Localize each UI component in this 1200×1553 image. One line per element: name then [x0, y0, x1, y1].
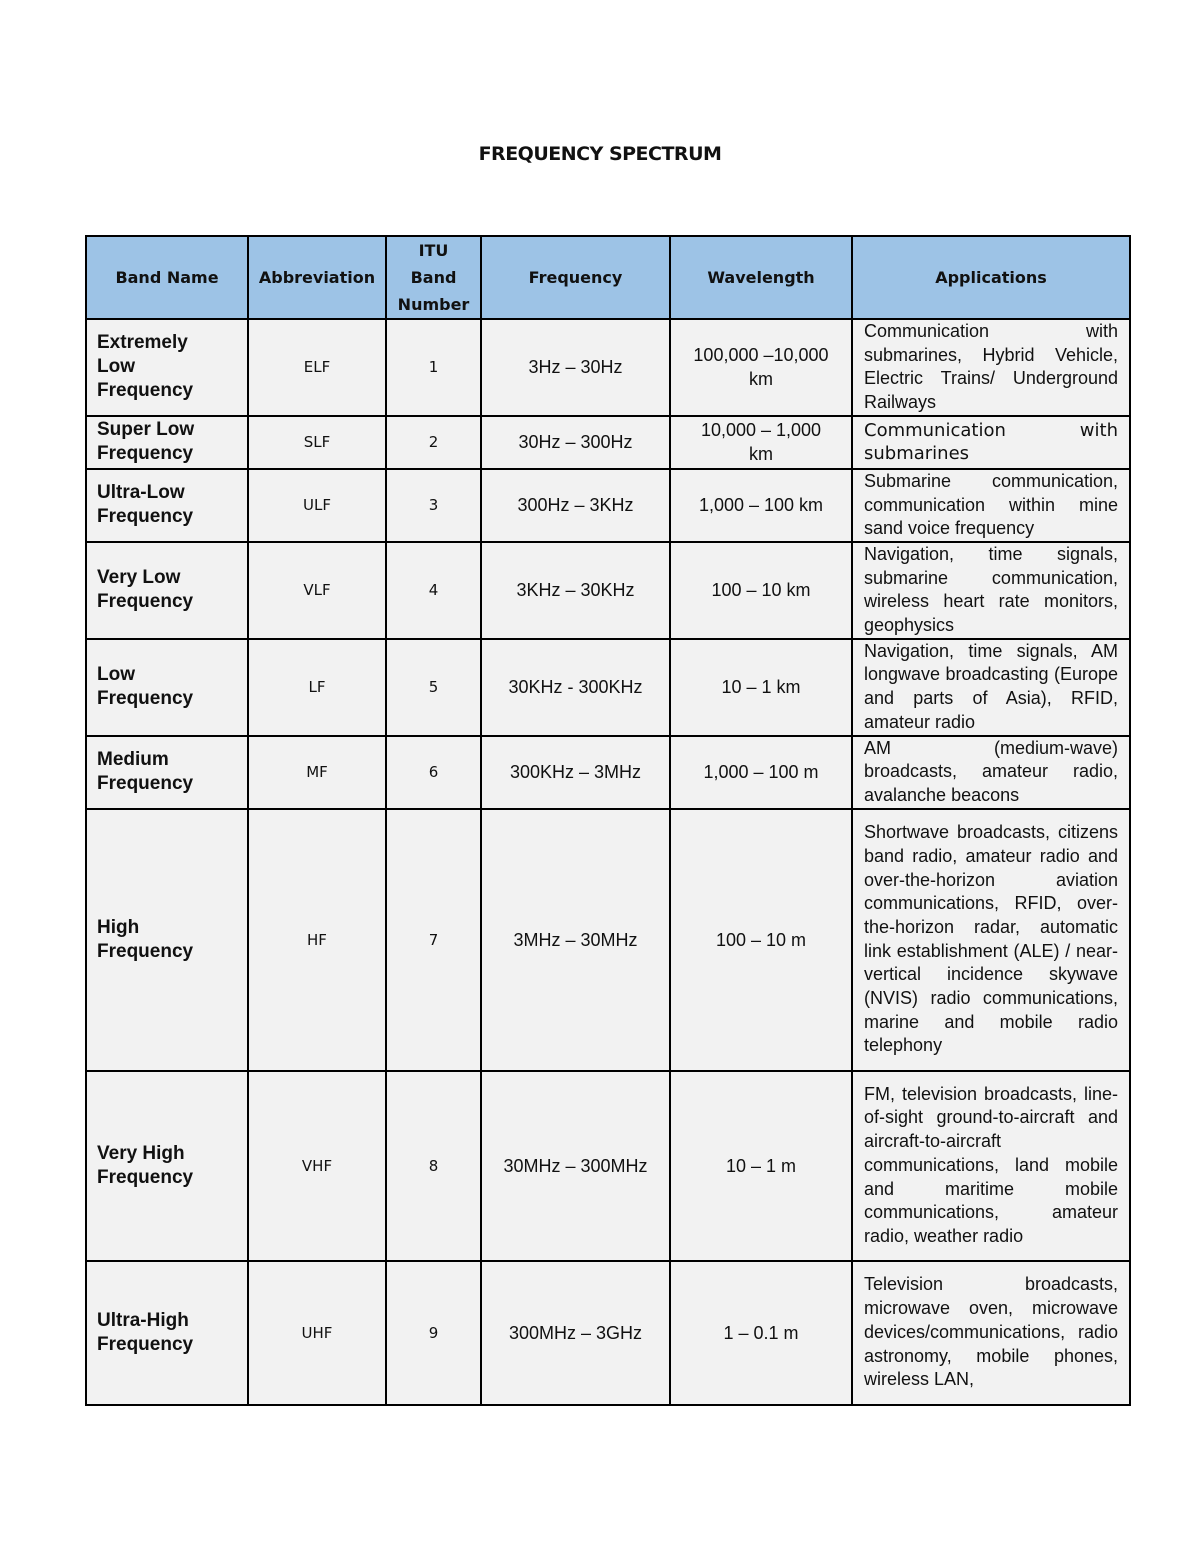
band-name-cell	[86, 469, 248, 542]
wavelength-line: 100 – 10 m	[715, 929, 807, 950]
applications-cell: Navigation, time signals, AM longwave broadcasting (Europe and parts of Asia), RFID, amateur radio	[852, 639, 1130, 736]
band-name-line: High	[97, 916, 140, 938]
itu-number-cell: 1	[386, 319, 481, 416]
itu-number-cell: 6	[386, 736, 481, 809]
band-name-line: Frequency	[97, 1333, 194, 1355]
wavelength-line: 1,000 – 100 m	[703, 762, 819, 783]
band-name-line: Frequency	[97, 773, 194, 795]
band-name-line: Frequency	[97, 443, 194, 465]
wavelength-cell	[670, 469, 852, 542]
applications-cell: Submarine communication, communication within mine sand voice frequency	[852, 469, 1130, 542]
header-itu-line: ITU	[418, 241, 449, 260]
table-row	[86, 416, 1130, 469]
band-name-line: Low	[97, 664, 135, 686]
wavelength-line: 10 – 1 km	[721, 677, 801, 698]
header-itu-band-number	[386, 236, 481, 319]
abbreviation-cell: HF	[248, 809, 386, 1071]
applications-cell: Communication with submarines	[852, 416, 1130, 469]
wavelength-cell	[670, 542, 852, 639]
frequency-cell: 30Hz – 300Hz	[481, 416, 670, 469]
wavelength-cell	[670, 1071, 852, 1261]
band-name-line: Super Low	[97, 419, 195, 441]
table-row	[86, 542, 1130, 639]
page-title: FREQUENCY SPECTRUM	[478, 143, 722, 165]
applications-cell: Navigation, time signals, submarine communication, wireless heart rate monitors, geophysics	[852, 542, 1130, 639]
band-name-cell	[86, 416, 248, 469]
band-name-cell	[86, 1071, 248, 1261]
table-row	[86, 809, 1130, 1071]
abbreviation-cell: UHF	[248, 1261, 386, 1405]
wavelength-line: 100 – 10 km	[711, 580, 811, 601]
table-row	[86, 1261, 1130, 1405]
wavelength-cell	[670, 319, 852, 416]
wavelength-cell	[670, 639, 852, 736]
band-name-line: Frequency	[97, 1166, 194, 1188]
band-name-cell	[86, 319, 248, 416]
wavelength-cell	[670, 736, 852, 809]
applications-cell: Communication with submarines, Hybrid Vehicle, Electric Trains/ Underground Railways	[852, 319, 1130, 416]
frequency-cell: 3MHz – 30MHz	[481, 809, 670, 1071]
header-itu-line: Number	[397, 295, 470, 314]
abbreviation-cell: ULF	[248, 469, 386, 542]
wavelength-line: km	[749, 444, 773, 465]
header-itu-line: Band	[410, 268, 457, 287]
table-row	[86, 319, 1130, 416]
abbreviation-cell: SLF	[248, 416, 386, 469]
band-name-line: Frequency	[97, 688, 194, 710]
header-applications: Applications	[852, 236, 1130, 319]
band-name-line: Frequency	[97, 591, 194, 613]
table-row	[86, 469, 1130, 542]
frequency-cell: 3Hz – 30Hz	[481, 319, 670, 416]
frequency-cell: 300Hz – 3KHz	[481, 469, 670, 542]
band-name-line: Very Low	[97, 567, 181, 589]
wavelength-line: 10,000 – 1,000	[700, 420, 822, 441]
frequency-cell: 300KHz – 3MHz	[481, 736, 670, 809]
itu-number-cell: 4	[386, 542, 481, 639]
frequency-cell: 300MHz – 3GHz	[481, 1261, 670, 1405]
frequency-cell: 3KHz – 30KHz	[481, 542, 670, 639]
wavelength-line: 1,000 – 100 km	[698, 495, 824, 516]
itu-number-cell: 8	[386, 1071, 481, 1261]
band-name-line: Medium	[97, 749, 169, 771]
wavelength-line: 100,000 –10,000	[693, 345, 829, 366]
band-name-cell	[86, 1261, 248, 1405]
itu-number-cell: 2	[386, 416, 481, 469]
itu-number-cell: 3	[386, 469, 481, 542]
applications-cell: AM (medium-wave) broadcasts, amateur radio, avalanche beacons	[852, 736, 1130, 809]
abbreviation-cell: LF	[248, 639, 386, 736]
band-name-cell	[86, 736, 248, 809]
wavelength-cell	[670, 1261, 852, 1405]
band-name-line: Ultra-Low	[97, 482, 185, 504]
itu-number-cell: 7	[386, 809, 481, 1071]
applications-cell: Shortwave broadcasts, citizens band radio, amateur radio and over-the-horizon aviation communications, RFID, over-the-horizon radar, automatic link establishment (ALE) / near-vertical incidence skywave (NVIS) radio communications, marine and mobile radio telephony	[852, 809, 1130, 1071]
band-name-cell	[86, 809, 248, 1071]
table-row	[86, 1071, 1130, 1261]
band-name-line: Low	[97, 356, 135, 378]
frequency-cell: 30KHz - 300KHz	[481, 639, 670, 736]
wavelength-line: 1 – 0.1 m	[723, 1322, 799, 1343]
header-frequency: Frequency	[481, 236, 670, 319]
header-band-name: Band Name	[86, 236, 248, 319]
band-name-cell	[86, 542, 248, 639]
band-name-line: Frequency	[97, 380, 194, 402]
wavelength-cell	[670, 416, 852, 469]
abbreviation-cell: MF	[248, 736, 386, 809]
abbreviation-cell: VLF	[248, 542, 386, 639]
band-name-line: Frequency	[97, 940, 194, 962]
band-name-line: Very High	[97, 1142, 185, 1164]
wavelength-line: 10 – 1 m	[725, 1155, 797, 1176]
band-name-cell	[86, 639, 248, 736]
itu-number-cell: 5	[386, 639, 481, 736]
itu-number-cell: 9	[386, 1261, 481, 1405]
applications-cell: FM, television broadcasts, line-of-sight ground-to-aircraft and aircraft-to-aircraft communications, land mobile and maritime mobile communications, amateur radio, weather radio	[852, 1071, 1130, 1261]
applications-cell: Television broadcasts, microwave oven, microwave devices/communications, radio astronomy, mobile phones, wireless LAN,	[852, 1261, 1130, 1405]
band-name-line: Ultra-High	[97, 1309, 189, 1331]
wavelength-line: km	[749, 369, 773, 390]
table-row	[86, 736, 1130, 809]
table-row	[86, 639, 1130, 736]
header-abbreviation: Abbreviation	[248, 236, 386, 319]
band-name-line: Extremely	[97, 332, 188, 354]
band-name-line: Frequency	[97, 506, 194, 528]
frequency-table	[85, 235, 1131, 1406]
abbreviation-cell: VHF	[248, 1071, 386, 1261]
wavelength-cell	[670, 809, 852, 1071]
header-wavelength: Wavelength	[670, 236, 852, 319]
frequency-cell: 30MHz – 300MHz	[481, 1071, 670, 1261]
header-row	[86, 236, 1130, 319]
abbreviation-cell: ELF	[248, 319, 386, 416]
